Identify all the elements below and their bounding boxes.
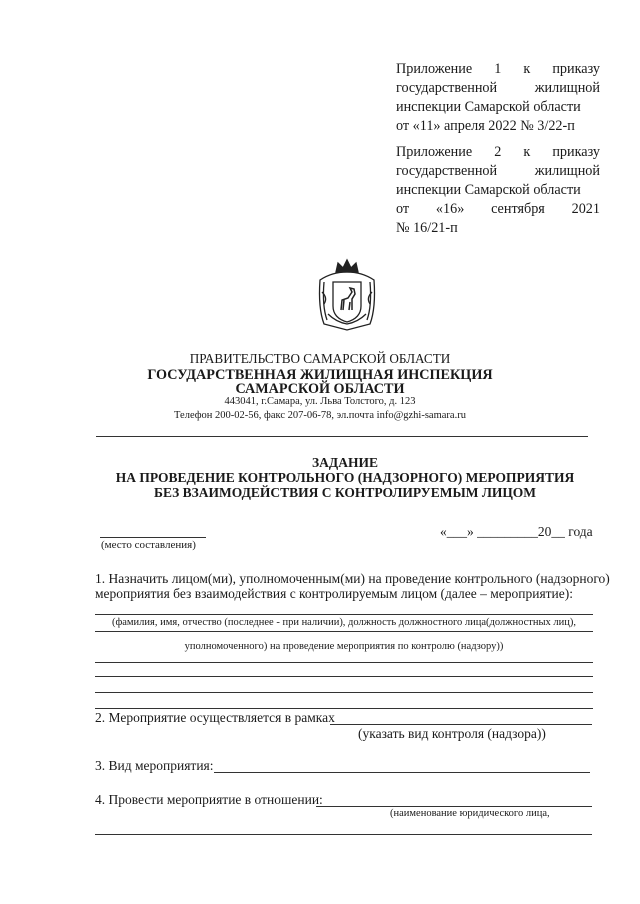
item-3-label: 3. Вид мероприятия:	[95, 758, 214, 773]
appendix-1	[396, 60, 600, 136]
item-1-hint-1: (фамилия, имя, отчество (последнее - при наличии), должность должностного лица(должностных лиц),	[111, 617, 577, 628]
item-4-hint: (наименование юридического лица,	[390, 808, 550, 819]
item-1-field-line-4	[95, 676, 593, 677]
place-field-line	[100, 537, 206, 538]
document-title-line-1: ЗАДАНИЕ	[312, 455, 378, 470]
item-1-field-line-2	[95, 631, 593, 632]
item-2-label: 2. Мероприятие осуществляется в рамках	[95, 710, 335, 725]
organization-name-line-2: САМАРСКОЙ ОБЛАСТИ	[235, 381, 405, 397]
government-name: ПРАВИТЕЛЬСТВО САМАРСКОЙ ОБЛАСТИ	[189, 351, 451, 366]
appendix-2-line-5: № 16/21-п	[396, 220, 458, 236]
appendix-2-line-3: инспекции Самарской области	[396, 182, 581, 198]
item-1-line-2: мероприятия без взаимодействия с контролируемым лицом (далее – мероприятие):	[95, 586, 574, 601]
appendix-2	[396, 143, 600, 238]
item-4-label: 4. Провести мероприятие в отношении:	[95, 792, 323, 807]
appendix-1-line-4: от «11» апреля 2022 № 3/22-п	[396, 118, 575, 134]
item-4-field-line	[316, 806, 592, 807]
item-4-field-line-2	[95, 834, 592, 835]
item-1-field-line-3	[95, 662, 593, 663]
date-field: «___» _________20__ года	[440, 524, 593, 539]
organization-contacts: Телефон 200-02-56, факс 207-06-78, эл.почта info@gzhi-samara.ru	[174, 410, 466, 421]
appendix-1-line-1: Приложение 1 к приказу	[396, 61, 600, 77]
appendix-2-line-1: Приложение 2 к приказу	[396, 144, 600, 160]
item-1-field-line-5	[95, 692, 593, 693]
organization-name-line-1: ГОСУДАРСТВЕННАЯ ЖИЛИЩНАЯ ИНСПЕКЦИЯ	[147, 367, 493, 383]
appendix-2-line-4: от «16» сентября 2021	[396, 201, 600, 217]
item-2-field-line	[330, 724, 592, 725]
item-2-hint: (указать вид контроля (надзора))	[358, 726, 546, 741]
item-3-field-line	[214, 772, 590, 773]
item-1-line-1: 1. Назначить лицом(ми), уполномоченным(ми) на проведение контрольного (надзорного)	[95, 571, 610, 586]
document-title-line-2: НА ПРОВЕДЕНИЕ КОНТРОЛЬНОГО (НАДЗОРНОГО) МЕРОПРИЯТИЯ	[115, 470, 575, 485]
header-divider	[96, 436, 588, 437]
document-title-line-3: БЕЗ ВЗАИМОДЕЙСТВИЯ С КОНТРОЛИРУЕМЫМ ЛИЦОМ	[154, 485, 536, 500]
item-1-field-line-6	[95, 708, 593, 709]
organization-address: 443041, г.Самара, ул. Льва Толстого, д. 123	[224, 396, 416, 407]
appendix-1-line-2: государственной жилищной	[396, 80, 600, 96]
appendix-1-line-3: инспекции Самарской области	[396, 99, 581, 115]
samara-coat-of-arms-icon	[314, 258, 380, 334]
item-1-hint-2: уполномоченного) на проведение мероприятия по контролю (надзору))	[184, 641, 504, 652]
appendix-2-line-2: государственной жилищной	[396, 163, 600, 179]
item-1-field-line-1	[95, 614, 593, 615]
place-label: (место составления)	[101, 539, 196, 551]
